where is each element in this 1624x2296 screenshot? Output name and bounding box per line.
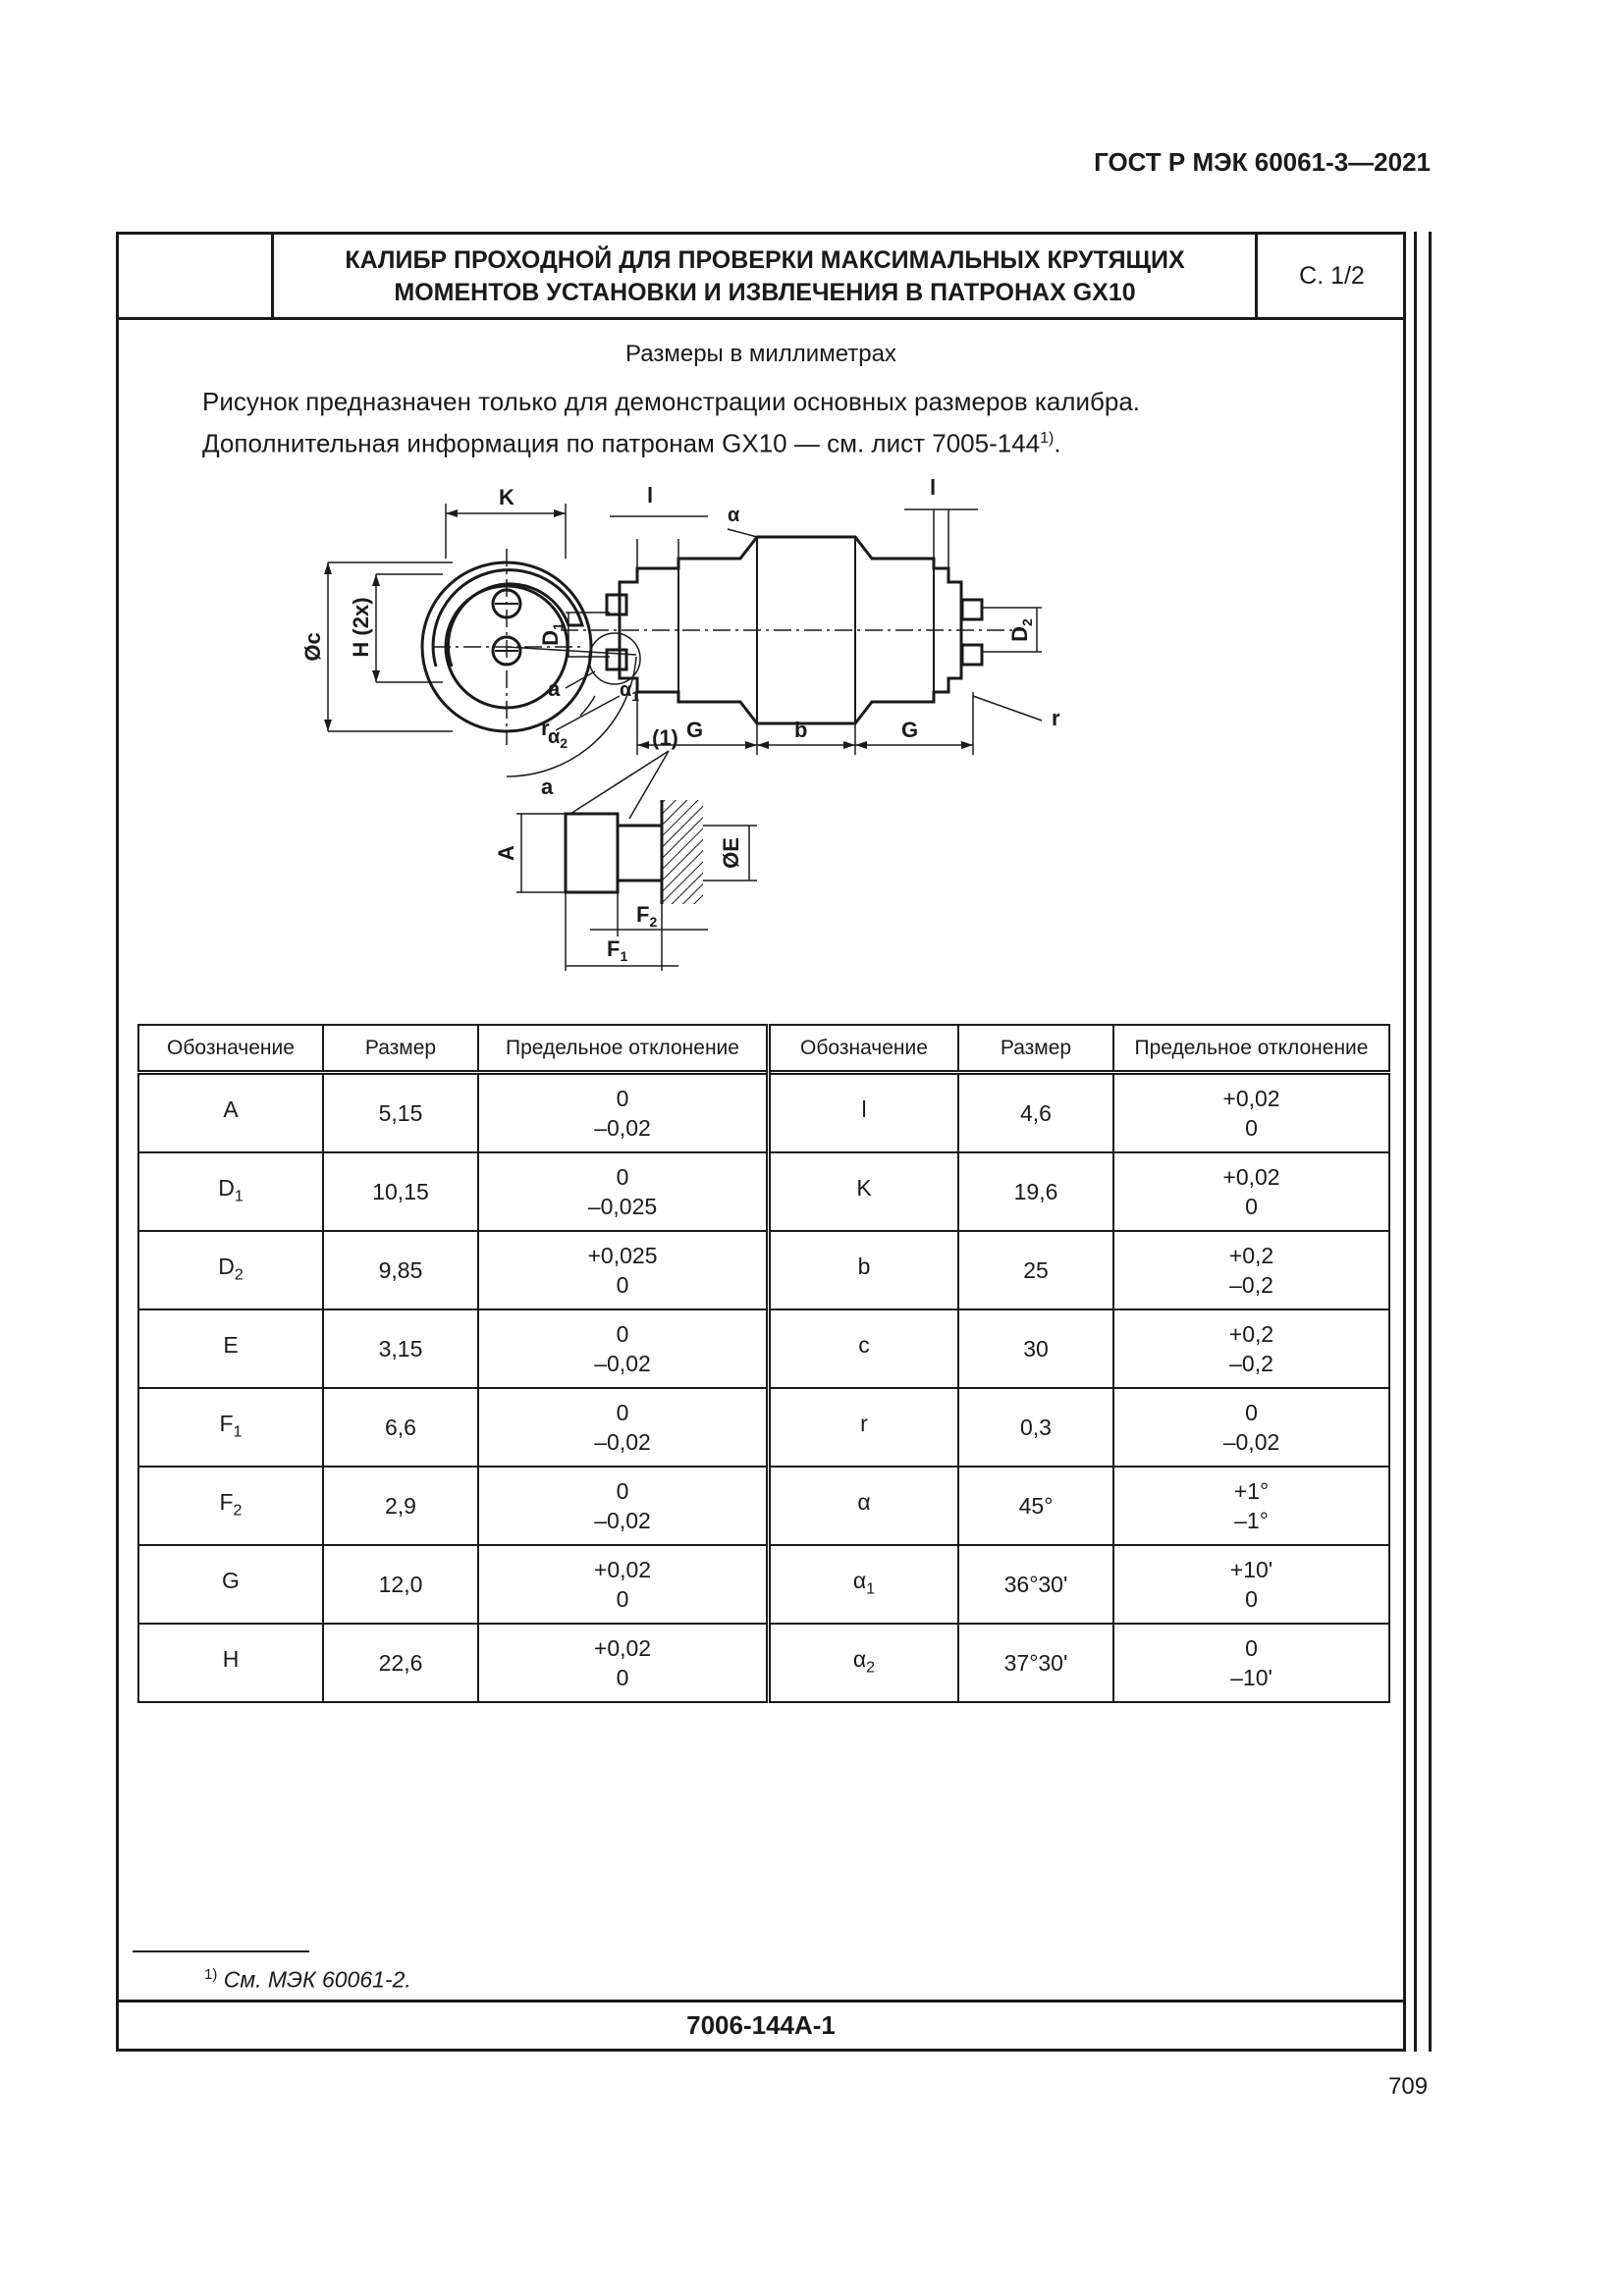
size-cell: 3,15 — [323, 1309, 478, 1388]
designation-cell: α — [769, 1467, 959, 1545]
table-row — [138, 1152, 1389, 1231]
units-note: Размеры в миллиметрах — [625, 341, 896, 367]
size-cell: 12,0 — [323, 1545, 478, 1624]
label-D2: $D_2$ — [1007, 618, 1035, 642]
designation-cell: $D_1$ — [138, 1152, 323, 1231]
designation-cell: E — [138, 1309, 323, 1388]
tolerance-cell: 0 –0,02 — [478, 1467, 769, 1545]
tolerance-cell: 0 –0,02 — [478, 1388, 769, 1467]
table-row — [138, 1467, 1389, 1545]
footnote — [204, 1966, 411, 1994]
designation-cell: c — [769, 1309, 959, 1388]
designation-cell: $\alpha_1$ — [769, 1545, 959, 1624]
tolerance-cell: +10' 0 — [1113, 1545, 1389, 1624]
designation-cell: l — [769, 1073, 959, 1153]
label-r-right: r — [1052, 706, 1060, 730]
col-tolerance: Предельное отклонение — [1113, 1025, 1389, 1073]
col-size: Размер — [323, 1025, 478, 1073]
label-G-left: G — [686, 718, 704, 742]
size-cell: 4,6 — [958, 1073, 1113, 1153]
label-F2: $F_2$ — [636, 902, 658, 930]
table-body — [138, 1073, 1389, 1703]
label-a-detail: a — [541, 774, 554, 799]
size-cell: 45° — [958, 1467, 1113, 1545]
note-ref: 1) — [1040, 430, 1055, 447]
label-D1: $D_1$ — [538, 622, 566, 646]
table-row — [138, 1624, 1389, 1702]
tolerance-cell: 0 –0,02 — [478, 1073, 769, 1153]
label-G-right: G — [901, 718, 919, 742]
col-designation: Обозначение — [138, 1025, 323, 1073]
tolerance-cell: 0 –0,02 — [478, 1309, 769, 1388]
footnote-ref: 1) — [204, 1966, 218, 1983]
page-number: 709 — [1388, 2073, 1429, 2100]
size-cell: 30 — [958, 1309, 1113, 1388]
label-A: A — [494, 845, 518, 861]
designation-cell: r — [769, 1388, 959, 1467]
size-cell: 0,3 — [958, 1388, 1113, 1467]
note-line-1: Рисунок предназначен только для демонстрации основных размеров калибра. — [202, 387, 1141, 416]
col-size: Размер — [958, 1025, 1113, 1073]
front-view — [300, 485, 639, 776]
designation-cell: $D_2$ — [138, 1231, 323, 1309]
label-a-top: a — [548, 676, 561, 701]
col-designation: Обозначение — [769, 1025, 959, 1073]
size-cell: 5,15 — [323, 1073, 478, 1153]
table-header-row — [138, 1025, 1389, 1073]
size-cell: 19,6 — [958, 1152, 1113, 1231]
size-cell: 9,85 — [323, 1231, 478, 1309]
designation-cell: H — [138, 1624, 323, 1702]
title-line-2: МОМЕНТОВ УСТАНОВКИ И ИЗВЛЕЧЕНИЯ В ПАТРОНАХ GX10 — [394, 279, 1136, 306]
label-b: b — [794, 718, 808, 742]
designation-cell: $F_1$ — [138, 1388, 323, 1467]
label-l-left: l — [647, 483, 654, 507]
label-F1: $F_1$ — [607, 936, 628, 964]
label-alpha2: $\alpha_2$ — [548, 726, 568, 751]
tolerance-cell: +0,02 0 — [1113, 1073, 1389, 1153]
designation-cell: K — [769, 1152, 959, 1231]
table-row — [138, 1388, 1389, 1467]
label-l-right: l — [930, 475, 937, 500]
tolerance-cell: +0,02 0 — [478, 1545, 769, 1624]
label-K: K — [499, 485, 514, 509]
sheet-number: С. 1/2 — [1299, 261, 1365, 290]
table-row — [138, 1545, 1389, 1624]
tolerance-cell: +0,02 0 — [1113, 1152, 1389, 1231]
tolerance-cell: +1° –1° — [1113, 1467, 1389, 1545]
footnote-text: См. МЭК 60061-2. — [223, 1966, 411, 1993]
col-tolerance: Предельное отклонение — [478, 1025, 769, 1073]
table-row — [138, 1231, 1389, 1309]
footnote-rule — [133, 1950, 309, 1952]
designation-cell: b — [769, 1231, 959, 1309]
size-cell: 22,6 — [323, 1624, 478, 1702]
designation-cell: $F_2$ — [138, 1467, 323, 1545]
label-alpha1: $\alpha_1$ — [620, 679, 640, 704]
standard-designation: ГОСТ Р МЭК 60061-3—2021 — [1094, 147, 1431, 177]
tolerance-cell: 0 –10' — [1113, 1624, 1389, 1702]
size-cell: 2,9 — [323, 1467, 478, 1545]
table-row — [138, 1309, 1389, 1388]
tolerance-cell: +0,2 –0,2 — [1113, 1309, 1389, 1388]
designation-cell: G — [138, 1545, 323, 1624]
tolerance-cell: +0,2 –0,2 — [1113, 1231, 1389, 1309]
note-line-2-text: Дополнительная информация по патронам GX10 — см. лист 7005-144 — [202, 428, 1041, 458]
tolerance-cell: 0 –0,02 — [1113, 1388, 1389, 1467]
tolerance-cell: 0 –0,025 — [478, 1152, 769, 1231]
table-row — [138, 1073, 1389, 1153]
designation-cell: $\alpha_2$ — [769, 1624, 959, 1702]
label-r-left: r — [541, 716, 550, 740]
title-line-1: КАЛИБР ПРОХОДНОЙ ДЛЯ ПРОВЕРКИ МАКСИМАЛЬНЫХ КРУТЯЩИХ — [345, 246, 1185, 274]
label-c: Øc — [300, 632, 325, 662]
sheet-code: 7006-144A-1 — [119, 2000, 1403, 2049]
size-cell: 37°30' — [958, 1624, 1113, 1702]
binding-bars — [1414, 232, 1432, 2052]
size-cell: 10,15 — [323, 1152, 478, 1231]
technical-drawing — [119, 235, 1403, 990]
sheet-frame — [116, 232, 1406, 2052]
note-line-2: Дополнительная информация по патронам GX10 — см. лист 7005-144$^{1)}$. — [202, 428, 1061, 458]
size-cell: 25 — [958, 1231, 1113, 1309]
label-H: H (2x) — [349, 597, 373, 658]
label-E: ØE — [719, 837, 743, 869]
size-cell: 36°30' — [958, 1545, 1113, 1624]
label-callout: (1) — [652, 725, 678, 750]
designation-cell: A — [138, 1073, 323, 1153]
side-view — [538, 475, 1060, 755]
tolerance-cell: +0,025 0 — [478, 1231, 769, 1309]
size-cell: 6,6 — [323, 1388, 478, 1467]
dimensions-table — [137, 1024, 1390, 1703]
detail-view — [494, 725, 757, 971]
label-alpha: α — [728, 505, 740, 526]
tolerance-cell: +0,02 0 — [478, 1624, 769, 1702]
